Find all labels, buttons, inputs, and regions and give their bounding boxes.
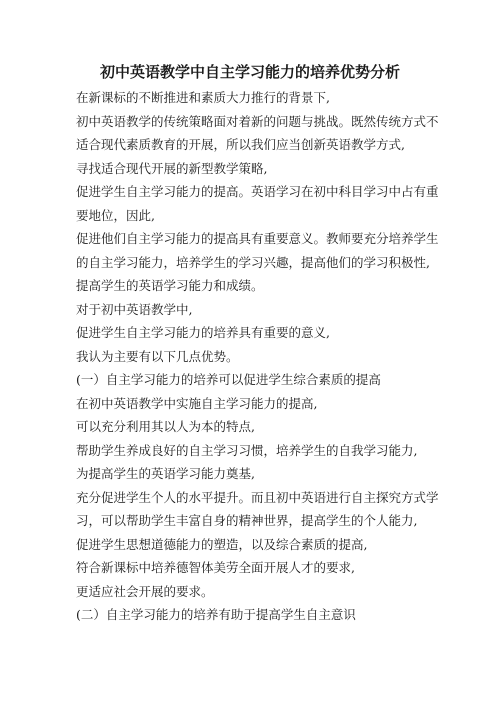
text-line: 寻找适合现代开展的新型教学策略, xyxy=(76,160,268,176)
section-heading: (二）自主学习能力的培养有助于提高学生自主意识 xyxy=(76,607,356,622)
text-line: 促进学生自主学习能力的培养具有重要的意义, xyxy=(76,325,330,340)
document-body xyxy=(76,86,439,627)
text-line: 我认为主要有以下几点优势。 xyxy=(76,348,239,364)
text-line: 充分促进学生个人的水平提升。而且初中英语进行自主探究方式学 xyxy=(76,489,439,505)
section-heading: (一）自主学习能力的培养可以促进学生综合素质的提高 xyxy=(76,372,381,387)
text-line: 的自主学习能力，培养学生的学习兴趣，提高他们的学习积极性, xyxy=(76,254,430,270)
text-line: 促进他们自主学习能力的提高具有重要意义。教师要充分培养学生 xyxy=(76,231,439,246)
text-line: 对于初中英语教学中, xyxy=(76,301,193,317)
text-line: 初中英语教学的传统策略面对着新的问题与挑战。既然传统方式不 xyxy=(76,113,439,129)
text-line: 促进学生自主学习能力的提高。英语学习在初中科目学习中占有重 xyxy=(76,184,439,199)
text-line: 符合新课标中培养德智体美劳全面开展人才的要求, xyxy=(76,560,355,575)
text-line: 适合现代素质教育的开展，所以我们应当创新英语教学方式, xyxy=(76,137,405,152)
text-line: 更适应社会开展的要求。 xyxy=(76,583,214,599)
text-line: 可以充分利用其以人为本的特点, xyxy=(76,419,255,434)
text-line: 习，可以帮助学生丰富自身的精神世界，提高学生的个人能力, xyxy=(76,513,418,528)
text-line: 在新课标的不断推进和素质大力推行的背景下, xyxy=(76,90,330,105)
document-title: 初中英语教学中自主学习能力的培养优势分析 xyxy=(99,63,400,81)
text-line: 帮助学生养成良好的自主学习习惯，培养学生的自我学习能力, xyxy=(76,442,418,458)
text-line: 促进学生思想道德能力的塑造，以及综合素质的提高, xyxy=(76,536,368,552)
text-line: 要地位，因此, xyxy=(76,207,155,223)
text-line: 在初中英语教学中实施自主学习能力的提高, xyxy=(76,395,318,411)
text-line: 为提高学生的英语学习能力奠基, xyxy=(76,466,255,481)
text-line: 提高学生的英语学习能力和成绩。 xyxy=(76,278,264,293)
